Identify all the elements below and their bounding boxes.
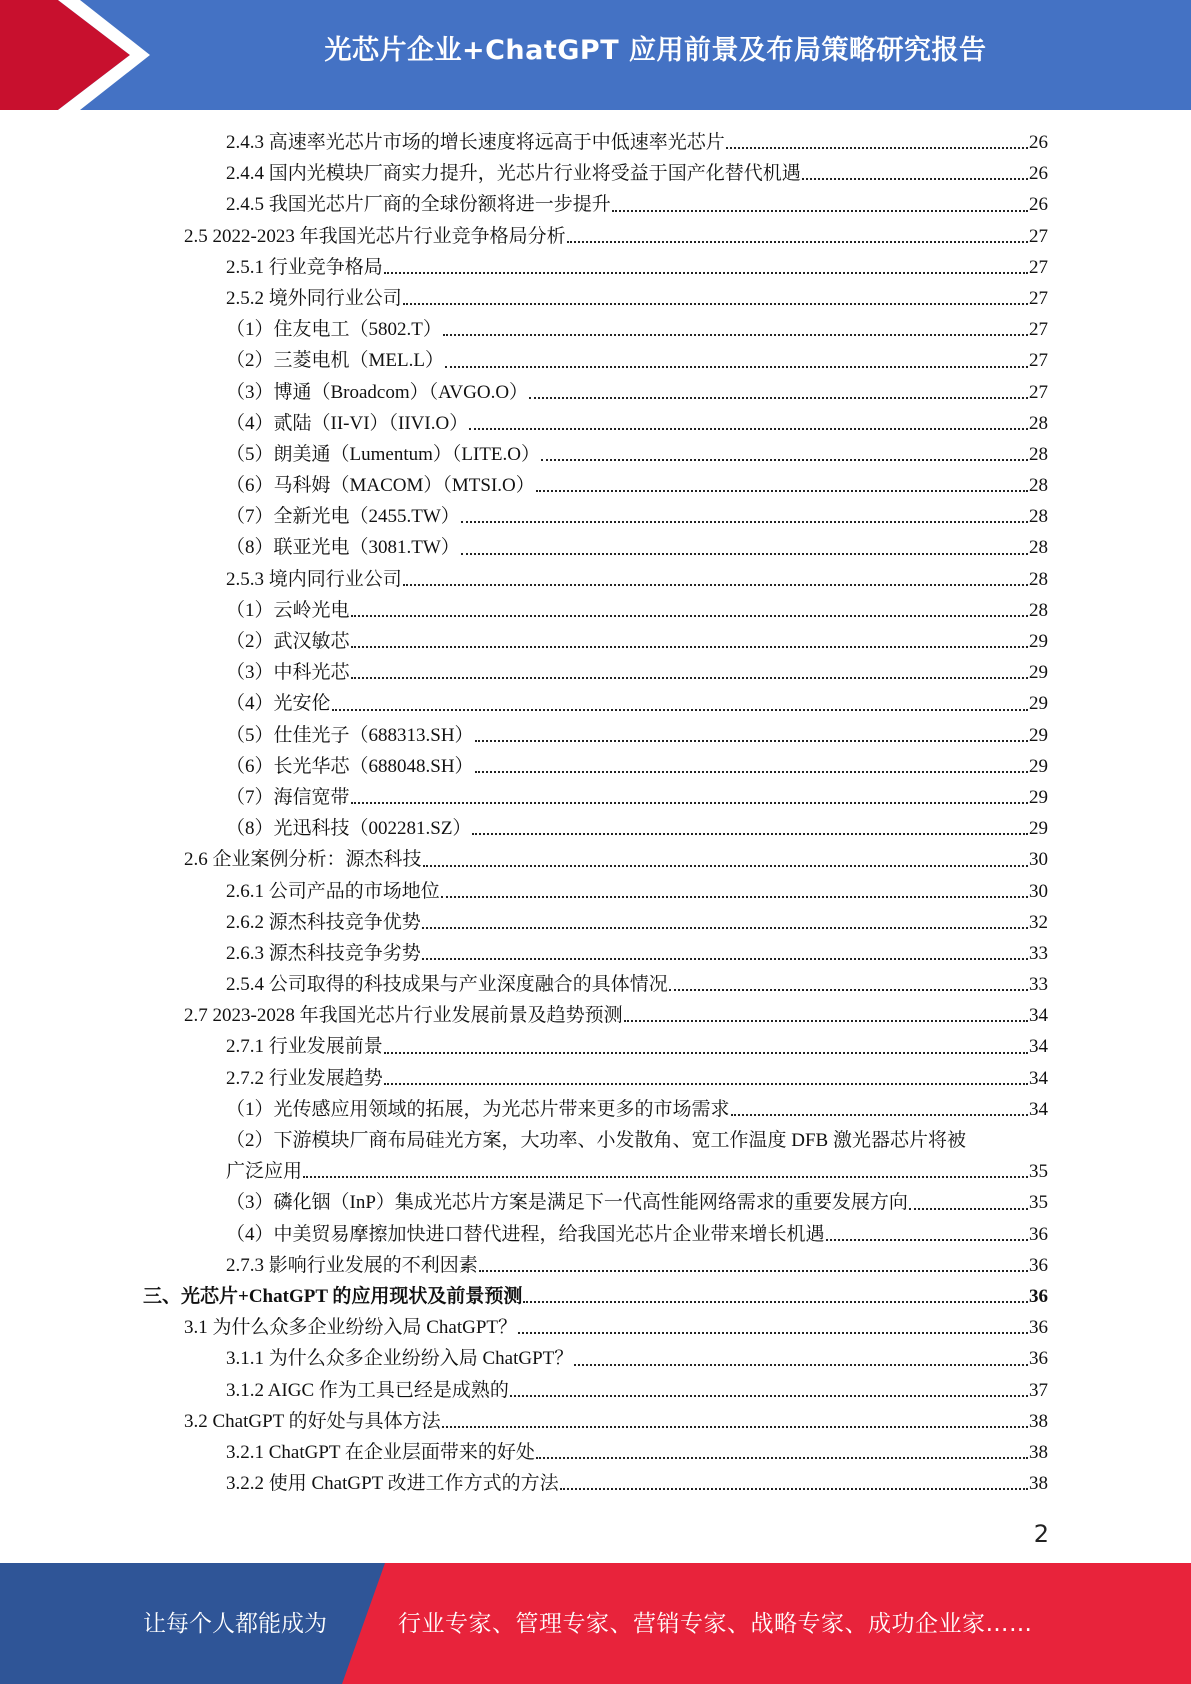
toc-entry-title: （8）联亚光电（3081.TW） — [226, 537, 460, 559]
toc-entry-title: 3.1 为什么众多企业纷纷入局 ChatGPT？ — [184, 1317, 518, 1339]
toc-entry-page: 38 — [1029, 1473, 1048, 1495]
toc-entry-page: 26 — [1029, 132, 1048, 153]
toc-dot-leader — [403, 584, 1028, 586]
toc-entry[interactable] — [0, 782, 1191, 813]
toc-entry[interactable] — [0, 626, 1191, 657]
toc-dot-leader — [443, 334, 1028, 336]
toc-entry[interactable] — [0, 1125, 1191, 1156]
toc-entry-page: 27 — [1029, 256, 1048, 278]
toc-entry-title: 2.5.2 境外同行业公司 — [226, 287, 402, 309]
toc-entry-title: （7）全新光电（2455.TW） — [226, 506, 460, 528]
toc-entry-title: 三、光芯片+ChatGPT 的应用现状及前景预测 — [143, 1285, 523, 1307]
toc-dot-leader — [384, 1052, 1028, 1054]
toc-entry-title: 2.7.1 行业发展前景 — [226, 1036, 383, 1058]
toc-entry-title: （2）三菱电机（MEL.L） — [226, 350, 444, 372]
toc-entry-title: 2.5.1 行业竞争格局 — [226, 256, 383, 278]
toc-entry-page: 36 — [1029, 1317, 1048, 1339]
report-header — [0, 0, 1191, 110]
toc-entry[interactable] — [0, 470, 1191, 501]
toc-entry-title: 2.7.2 行业发展趋势 — [226, 1067, 383, 1089]
toc-entry-page: 35 — [1029, 1192, 1048, 1214]
toc-entry-page: 36 — [1029, 1285, 1048, 1307]
toc-entry-title: （6）马科姆（MACOM）（MTSI.O） — [226, 475, 535, 497]
toc-dot-leader — [403, 303, 1028, 305]
toc-dot-leader — [523, 1301, 1028, 1303]
toc-dot-leader — [445, 366, 1028, 368]
toc-entry[interactable] — [0, 501, 1191, 532]
toc-entry[interactable] — [0, 1250, 1191, 1281]
toc-entry-page: 29 — [1029, 631, 1048, 652]
toc-entry[interactable] — [0, 1406, 1191, 1437]
toc-entry-page: 26 — [1029, 194, 1048, 216]
toc-entry-page: 28 — [1029, 568, 1048, 590]
report-title: 光芯片企业+ChatGPT 应用前景及布局策略研究报告 — [324, 35, 987, 66]
toc-entry-page: 29 — [1029, 724, 1048, 746]
toc-dot-leader — [731, 1114, 1028, 1116]
toc-entry[interactable] — [0, 657, 1191, 688]
toc-entry-page: 29 — [1029, 755, 1048, 777]
toc-entry[interactable] — [0, 720, 1191, 751]
toc-entry-page: 28 — [1029, 412, 1048, 434]
toc-entry[interactable] — [0, 1281, 1191, 1312]
toc-entry[interactable] — [0, 345, 1191, 376]
toc-dot-leader — [479, 1270, 1028, 1272]
toc-entry[interactable] — [0, 1187, 1191, 1218]
toc-entry-title: 2.4.4 国内光模块厂商实力提升，光芯片行业将受益于国产化替代机遇 — [226, 163, 801, 185]
toc-entry-title: 3.1.2 AIGC 作为工具已经是成熟的 — [226, 1379, 509, 1401]
toc-entry-title: （1）光传感应用领域的拓展，为光芯片带来更多的市场需求 — [226, 1098, 730, 1120]
toc-entry-title: 2.7 2023-2028 年我国光芯片行业发展前景及趋势预测 — [184, 1005, 623, 1027]
toc-entry[interactable] — [0, 1312, 1191, 1343]
toc-dot-leader — [624, 1020, 1028, 1022]
page-number: 2 — [1033, 1520, 1049, 1548]
toc-entry-page: 36 — [1029, 1254, 1048, 1276]
toc-entry-title: 2.6 企业案例分析：源杰科技 — [184, 849, 422, 871]
toc-entry[interactable] — [0, 938, 1191, 969]
toc-entry-page: 27 — [1029, 319, 1048, 341]
toc-entry-page: 27 — [1029, 350, 1048, 372]
toc-entry[interactable] — [0, 408, 1191, 439]
toc-dot-leader — [560, 1488, 1028, 1490]
toc-dot-leader — [384, 272, 1028, 274]
toc-entry-page: 34 — [1029, 1067, 1048, 1089]
toc-dot-leader — [441, 896, 1028, 898]
toc-dot-leader — [669, 989, 1028, 991]
toc-entry-title: 3.2.2 使用 ChatGPT 改进工作方式的方法 — [226, 1473, 559, 1495]
toc-dot-leader — [461, 553, 1028, 555]
toc-dot-leader — [469, 428, 1028, 430]
toc-dot-leader — [422, 958, 1028, 960]
red-chevron-logo — [0, 0, 160, 110]
toc-entry-page: 29 — [1029, 818, 1048, 840]
toc-entry[interactable] — [0, 1219, 1191, 1250]
toc-entry[interactable] — [0, 876, 1191, 907]
toc-dot-leader — [303, 1176, 1028, 1178]
toc-entry-page: 29 — [1029, 662, 1048, 684]
toc-dot-leader — [909, 1208, 1028, 1210]
toc-entry-title: （5）朗美通（Lumentum）（LITE.O） — [226, 443, 540, 465]
toc-entry-title: 2.4.3 高速率光芯片市场的增长速度将远高于中低速率光芯片 — [226, 132, 725, 153]
toc-entry[interactable] — [0, 1031, 1191, 1062]
toc-dot-leader — [351, 615, 1028, 617]
toc-entry-page: 36 — [1029, 1223, 1048, 1245]
toc-entry-title: 3.1.1 为什么众多企业纷纷入局 ChatGPT？ — [226, 1348, 574, 1370]
toc-dot-leader — [574, 1364, 1028, 1366]
toc-entry-title: 2.6.2 源杰科技竞争优势 — [226, 911, 421, 933]
toc-entry[interactable] — [0, 377, 1191, 408]
toc-entry[interactable] — [0, 158, 1191, 189]
toc-dot-leader — [529, 397, 1028, 399]
toc-entry-title: （3）磷化铟（InP）集成光芯片方案是满足下一代高性能网络需求的重要发展方向 — [226, 1192, 908, 1214]
toc-entry[interactable] — [0, 532, 1191, 563]
toc-entry[interactable] — [0, 1375, 1191, 1406]
toc-entry-title: （7）海信宽带 — [226, 786, 350, 808]
toc-entry-page: 33 — [1029, 974, 1048, 996]
table-of-contents — [0, 127, 1191, 1499]
toc-dot-leader — [351, 646, 1028, 648]
toc-dot-leader — [518, 1332, 1028, 1334]
toc-entry[interactable] — [0, 221, 1191, 252]
toc-entry[interactable] — [0, 751, 1191, 782]
toc-dot-leader — [472, 833, 1028, 835]
toc-entry[interactable] — [0, 1437, 1191, 1468]
toc-entry-title: 3.2 ChatGPT 的好处与具体方法 — [184, 1410, 441, 1432]
toc-entry-title: 2.5.3 境内同行业公司 — [226, 568, 402, 590]
toc-entry[interactable] — [0, 127, 1191, 158]
toc-entry-title: （1）云岭光电 — [226, 599, 350, 621]
toc-entry-page: 38 — [1029, 1410, 1048, 1432]
toc-entry-title: （4）贰陆（II-VI）（IIVI.O） — [226, 412, 469, 434]
toc-entry-page: 35 — [1029, 1161, 1048, 1183]
toc-entry-page: 37 — [1029, 1379, 1048, 1401]
toc-entry-title: （2）武汉敏芯 — [226, 631, 350, 652]
toc-dot-leader — [461, 521, 1028, 523]
toc-entry[interactable] — [0, 283, 1191, 314]
toc-entry-page: 30 — [1029, 849, 1048, 871]
toc-entry-page: 34 — [1029, 1098, 1048, 1120]
toc-entry-page: 29 — [1029, 786, 1048, 808]
toc-dot-leader — [536, 1457, 1028, 1459]
toc-entry-page: 28 — [1029, 443, 1048, 465]
toc-entry-title: 广泛应用 — [226, 1161, 303, 1183]
toc-entry[interactable] — [0, 1000, 1191, 1031]
toc-dot-leader — [475, 740, 1028, 742]
toc-entry-title: （1）住友电工（5802.T） — [226, 319, 442, 341]
toc-entry[interactable] — [0, 314, 1191, 345]
toc-entry[interactable] — [0, 595, 1191, 626]
toc-entry-title: 2.5 2022-2023 年我国光芯片行业竞争格局分析 — [184, 225, 566, 247]
toc-entry-title: （6）长光华芯（688048.SH） — [226, 755, 474, 777]
toc-entry-page: 34 — [1029, 1036, 1048, 1058]
toc-entry-title: 2.5.4 公司取得的科技成果与产业深度融合的具体情况 — [226, 974, 668, 996]
toc-entry-page: 38 — [1029, 1441, 1048, 1463]
toc-entry[interactable] — [0, 1063, 1191, 1094]
toc-entry-title: （3）中科光芯 — [226, 662, 350, 684]
toc-dot-leader — [351, 677, 1028, 679]
toc-entry-title: （3）博通（Broadcom）（AVGO.O） — [226, 381, 529, 403]
toc-entry[interactable] — [0, 688, 1191, 719]
toc-entry[interactable] — [0, 252, 1191, 283]
toc-dot-leader — [384, 1083, 1028, 1085]
toc-dot-leader — [826, 1239, 1028, 1241]
footer-slogan-left: 让每个人都能成为 — [143, 1611, 327, 1637]
toc-dot-leader — [802, 178, 1028, 180]
toc-entry[interactable] — [0, 564, 1191, 595]
toc-dot-leader — [332, 709, 1028, 711]
toc-dot-leader — [612, 210, 1028, 212]
toc-dot-leader — [510, 1395, 1028, 1397]
toc-entry-title: 2.7.3 影响行业发展的不利因素 — [226, 1254, 478, 1276]
toc-entry[interactable] — [0, 1094, 1191, 1125]
toc-entry-title: 2.6.3 源杰科技竞争劣势 — [226, 942, 421, 964]
toc-dot-leader — [536, 490, 1028, 492]
toc-entry[interactable] — [0, 844, 1191, 875]
toc-entry-page: 33 — [1029, 942, 1048, 964]
toc-entry-page: 26 — [1029, 163, 1048, 185]
toc-entry-page: 27 — [1029, 287, 1048, 309]
toc-dot-leader — [475, 771, 1028, 773]
toc-dot-leader — [541, 459, 1028, 461]
toc-entry[interactable] — [0, 1343, 1191, 1374]
toc-entry[interactable] — [0, 189, 1191, 220]
toc-dot-leader — [423, 865, 1028, 867]
toc-entry-page: 29 — [1029, 693, 1048, 715]
toc-entry-title: （4）中美贸易摩擦加快进口替代进程，给我国光芯片企业带来增长机遇 — [226, 1223, 825, 1245]
toc-entry[interactable] — [0, 813, 1191, 844]
toc-entry-title: （2）下游模块厂商布局硅光方案，大功率、小发散角、宽工作温度 DFB 激光器芯片将被 — [226, 1130, 966, 1151]
footer-slogan-right: 行业专家、管理专家、营销专家、战略专家、成功企业家…… — [398, 1611, 1033, 1637]
toc-dot-leader — [567, 241, 1028, 243]
toc-entry-page: 36 — [1029, 1348, 1048, 1370]
toc-entry-page: 30 — [1029, 880, 1048, 902]
toc-entry-title: （8）光迅科技（002281.SZ） — [226, 818, 472, 840]
toc-entry-title: 2.4.5 我国光芯片厂商的全球份额将进一步提升 — [226, 194, 611, 216]
toc-dot-leader — [442, 1426, 1028, 1428]
toc-entry-page: 28 — [1029, 506, 1048, 528]
toc-entry[interactable] — [0, 439, 1191, 470]
toc-entry[interactable] — [0, 1156, 1191, 1187]
toc-entry-page: 34 — [1029, 1005, 1048, 1027]
toc-entry[interactable] — [0, 1468, 1191, 1499]
toc-dot-leader — [726, 147, 1028, 149]
toc-entry[interactable] — [0, 969, 1191, 1000]
toc-entry-page: 28 — [1029, 475, 1048, 497]
toc-entry-page: 32 — [1029, 911, 1048, 933]
toc-entry-title: 3.2.1 ChatGPT 在企业层面带来的好处 — [226, 1441, 535, 1463]
page-footer — [0, 1563, 1191, 1684]
toc-entry-title: （5）仕佳光子（688313.SH） — [226, 724, 474, 746]
toc-dot-leader — [351, 802, 1028, 804]
toc-entry-page: 28 — [1029, 537, 1048, 559]
toc-entry-page: 28 — [1029, 599, 1048, 621]
toc-entry[interactable] — [0, 907, 1191, 938]
toc-entry-page: 27 — [1029, 225, 1048, 247]
toc-dot-leader — [422, 927, 1028, 929]
toc-entry-page: 27 — [1029, 381, 1048, 403]
toc-entry-title: （4）光安伦 — [226, 693, 331, 715]
toc-entry-title: 2.6.1 公司产品的市场地位 — [226, 880, 440, 902]
